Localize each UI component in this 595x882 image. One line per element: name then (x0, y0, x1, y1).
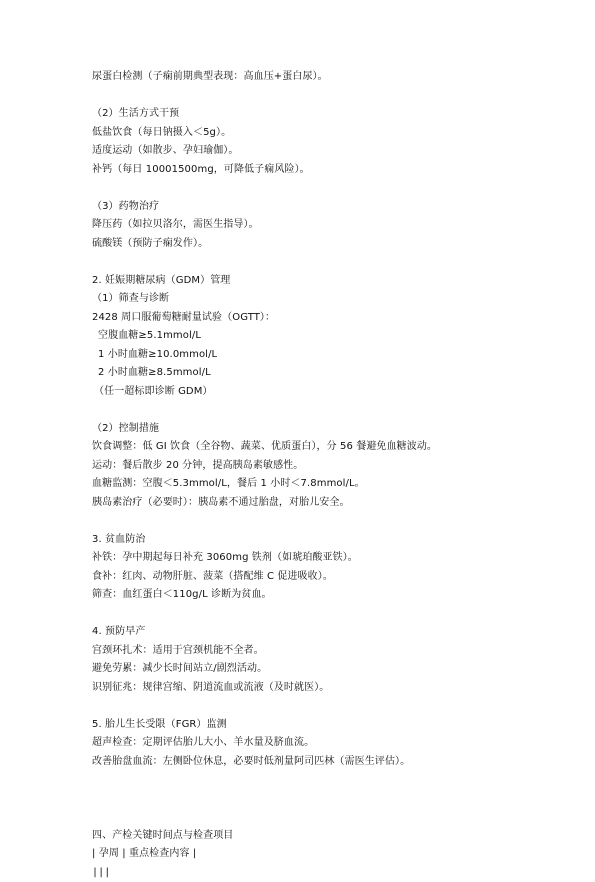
list-item: 降压药（如拉贝洛尔，需医生指导）。 (92, 216, 572, 235)
paragraph-proteinuria: 尿蛋白检测（子痫前期典型表现：高血压+蛋白尿）。 (92, 68, 572, 87)
list-item: 运动：餐后散步 20 分钟，提高胰岛素敏感性。 (92, 457, 572, 476)
table-header-row: | 孕周 | 重点检查内容 | (92, 845, 572, 864)
section-heading-fgr: 5. 胎儿生长受限（FGR）监测 (92, 716, 572, 735)
list-item: （任一超标即诊断 GDM） (92, 383, 572, 402)
list-item: 食补：红肉、动物肝脏、菠菜（搭配维 C 促进吸收）。 (92, 568, 572, 587)
list-item: 补铁：孕中期起每日补充 3060mg 铁剂（如琥珀酸亚铁）。 (92, 549, 572, 568)
list-item: 识别征兆：规律宫缩、阴道流血或流液（及时就医）。 (92, 679, 572, 698)
list-item: 补钙（每日 10001500mg，可降低子痫风险）。 (92, 161, 572, 180)
section-heading-checkup-timeline: 四、产检关键时间点与检查项目 (92, 827, 572, 846)
table-separator-row: ||| (92, 864, 572, 882)
section-heading-preterm: 4. 预防早产 (92, 623, 572, 642)
paragraph-ogtt: 2428 周口服葡萄糖耐量试验（OGTT）： (92, 309, 572, 328)
list-item: 避免劳累：减少长时间站立/剧烈活动。 (92, 660, 572, 679)
list-item: 2 小时血糖≥8.5mmol/L (92, 364, 572, 383)
list-item: 饮食调整：低 GI 饮食（全谷物、蔬菜、优质蛋白），分 56 餐避免血糖波动。 (92, 438, 572, 457)
list-item: 宫颈环扎术：适用于宫颈机能不全者。 (92, 642, 572, 661)
list-item: 血糖监测：空腹＜5.3mmol/L，餐后 1 小时＜7.8mmol/L。 (92, 475, 572, 494)
subheading-medication: （3）药物治疗 (92, 198, 572, 217)
section-heading-gdm: 2. 妊娠期糖尿病（GDM）管理 (92, 272, 572, 291)
subheading-lifestyle: （2）生活方式干预 (92, 105, 572, 124)
document-page (92, 68, 572, 882)
subheading-control: （2）控制措施 (92, 420, 572, 439)
list-item: 空腹血糖≥5.1mmol/L (92, 327, 572, 346)
list-item: 硫酸镁（预防子痫发作）。 (92, 235, 572, 254)
list-item: 改善胎盘血流：左侧卧位休息，必要时低剂量阿司匹林（需医生评估）。 (92, 753, 572, 772)
list-item: 胰岛素治疗（必要时）：胰岛素不通过胎盘，对胎儿安全。 (92, 494, 572, 513)
list-item: 低盐饮食（每日钠摄入＜5g）。 (92, 124, 572, 143)
list-item: 筛查：血红蛋白＜110g/L 诊断为贫血。 (92, 586, 572, 605)
section-heading-anemia: 3. 贫血防治 (92, 531, 572, 550)
subheading-screening: （1）筛查与诊断 (92, 290, 572, 309)
list-item: 超声检查：定期评估胎儿大小、羊水量及脐血流。 (92, 734, 572, 753)
list-item: 适度运动（如散步、孕妇瑜伽）。 (92, 142, 572, 161)
list-item: 1 小时血糖≥10.0mmol/L (92, 346, 572, 365)
